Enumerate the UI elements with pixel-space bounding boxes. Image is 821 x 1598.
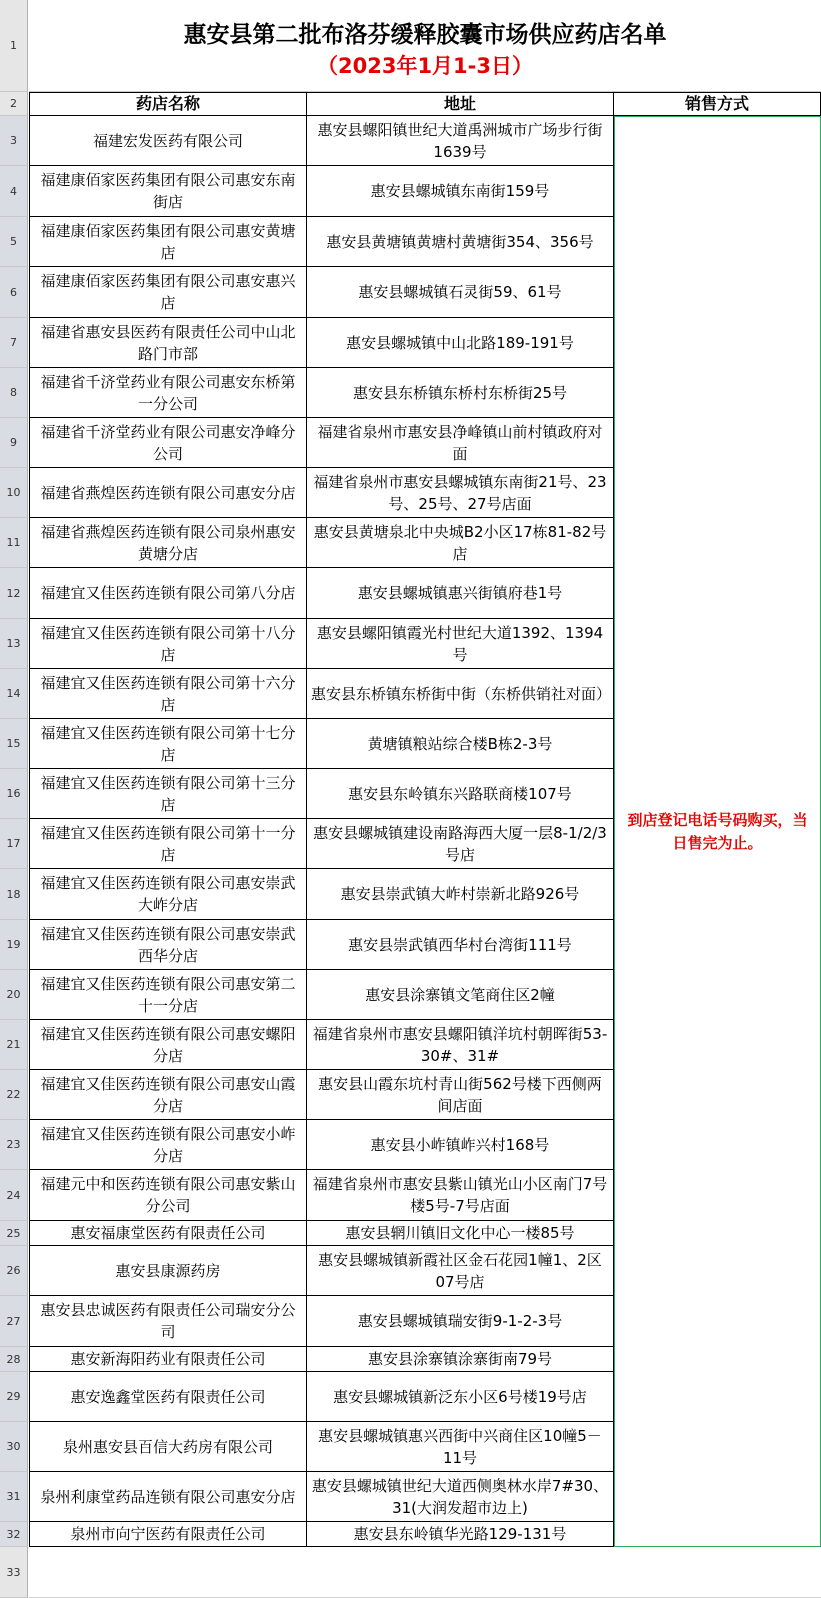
store-address-cell[interactable]: 惠安县崇武镇大岞村崇新北路926号 <box>307 869 614 920</box>
store-name-cell[interactable]: 福建宜又佳医药连锁有限公司惠安崇武西华分店 <box>29 920 307 970</box>
row-number[interactable]: 14 <box>0 669 28 719</box>
store-address-cell[interactable]: 惠安县东岭镇东兴路联商楼107号 <box>307 769 614 819</box>
row-number[interactable]: 5 <box>0 217 28 267</box>
store-name-cell[interactable]: 福建省燕煌医药连锁有限公司惠安分店 <box>29 468 307 518</box>
row-number[interactable]: 21 <box>0 1020 28 1070</box>
sales-method-merged-cell[interactable]: 到店登记电话号码购买，当日售完为止。 <box>614 116 821 1547</box>
store-address-cell[interactable]: 惠安县涂寨镇文笔商住区2幢 <box>307 970 614 1020</box>
title-cell[interactable] <box>29 0 821 92</box>
row-number[interactable]: 28 <box>0 1347 28 1372</box>
page-title: 惠安县第二批布洛芬缓释胶囊市场供应药店名单 <box>183 22 667 48</box>
store-address-cell[interactable]: 惠安县小岞镇岞兴村168号 <box>307 1120 614 1170</box>
store-address-cell[interactable]: 惠安县崇武镇西华村台湾街111号 <box>307 920 614 970</box>
store-name-cell[interactable]: 泉州惠安县百信大药房有限公司 <box>29 1422 307 1472</box>
store-name-cell[interactable]: 福建宜又佳医药连锁有限公司第十三分店 <box>29 769 307 819</box>
row-number[interactable]: 1 <box>0 0 28 92</box>
store-name-cell[interactable]: 福建宜又佳医药连锁有限公司惠安山霞分店 <box>29 1070 307 1120</box>
store-address-cell[interactable]: 惠安县东岭镇华光路129-131号 <box>307 1522 614 1547</box>
store-address-cell[interactable]: 惠安县涂寨镇涂寨街南79号 <box>307 1347 614 1372</box>
store-address-cell[interactable]: 惠安县螺城镇建设南路海西大厦一层8-1/2/3号店 <box>307 819 614 869</box>
store-name-cell[interactable]: 福建宜又佳医药连锁有限公司第十一分店 <box>29 819 307 869</box>
store-address-cell[interactable]: 福建省泉州市惠安县螺阳镇洋坑村朝晖街53-30#、31# <box>307 1020 614 1070</box>
row-number[interactable]: 11 <box>0 518 28 568</box>
store-name-cell[interactable]: 福建宜又佳医药连锁有限公司第十八分店 <box>29 619 307 669</box>
store-address-cell[interactable]: 惠安县螺城镇东南街159号 <box>307 166 614 217</box>
store-name-cell[interactable]: 福建宜又佳医药连锁有限公司惠安崇武大岞分店 <box>29 869 307 920</box>
store-address-cell[interactable]: 福建省泉州市惠安县紫山镇光山小区南门7号楼5号-7号店面 <box>307 1170 614 1221</box>
store-name-cell[interactable]: 福建宜又佳医药连锁有限公司惠安螺阳分店 <box>29 1020 307 1070</box>
row-number[interactable]: 8 <box>0 368 28 418</box>
store-name-cell[interactable]: 福建省千济堂药业有限公司惠安东桥第一分公司 <box>29 368 307 418</box>
row-number[interactable]: 20 <box>0 970 28 1020</box>
row-number[interactable]: 27 <box>0 1296 28 1347</box>
store-address-cell[interactable]: 福建省泉州市惠安县净峰镇山前村镇政府对面 <box>307 418 614 468</box>
store-address-cell[interactable]: 惠安县螺城镇瑞安街9-1-2-3号 <box>307 1296 614 1347</box>
row-number[interactable]: 6 <box>0 267 28 318</box>
store-address-cell[interactable]: 惠安县螺城镇惠兴街镇府巷1号 <box>307 568 614 619</box>
row-number[interactable]: 7 <box>0 318 28 368</box>
row-number[interactable]: 29 <box>0 1372 28 1422</box>
row-number[interactable]: 33 <box>0 1547 28 1598</box>
store-address-cell[interactable]: 惠安县东桥镇东桥街中街（东桥供销社对面） <box>307 669 614 719</box>
store-name-cell[interactable]: 惠安新海阳药业有限责任公司 <box>29 1347 307 1372</box>
row-number[interactable]: 25 <box>0 1221 28 1246</box>
store-address-cell[interactable]: 惠安县螺阳镇霞光村世纪大道1392、1394号 <box>307 619 614 669</box>
store-name-cell[interactable]: 福建省千济堂药业有限公司惠安净峰分公司 <box>29 418 307 468</box>
row-number[interactable]: 2 <box>0 92 28 116</box>
header-store-name[interactable]: 药店名称 <box>29 92 307 116</box>
store-address-cell[interactable]: 惠安县螺阳镇世纪大道禹洲城市广场步行街1639号 <box>307 116 614 166</box>
store-name-cell[interactable]: 福建宜又佳医药连锁有限公司惠安第二十一分店 <box>29 970 307 1020</box>
store-name-cell[interactable]: 惠安县康源药房 <box>29 1246 307 1296</box>
store-address-cell[interactable]: 惠安县黄塘镇黄塘村黄塘街354、356号 <box>307 217 614 267</box>
store-name-cell[interactable]: 福建宜又佳医药连锁有限公司第十七分店 <box>29 719 307 769</box>
store-name-cell[interactable]: 惠安逸鑫堂医药有限责任公司 <box>29 1372 307 1422</box>
row-number[interactable]: 26 <box>0 1246 28 1296</box>
store-address-cell[interactable]: 惠安县螺城镇惠兴西街中兴商住区10幢5－11号 <box>307 1422 614 1472</box>
row-number[interactable]: 17 <box>0 819 28 869</box>
store-name-cell[interactable]: 福建康佰家医药集团有限公司惠安东南街店 <box>29 166 307 217</box>
date-range: （2023年1月1-3日） <box>317 54 533 78</box>
store-address-cell[interactable]: 惠安县山霞东坑村青山街562号楼下西侧两间店面 <box>307 1070 614 1120</box>
store-address-cell[interactable]: 惠安县螺城镇中山北路189-191号 <box>307 318 614 368</box>
store-address-cell[interactable]: 惠安县螺城镇新泛东小区6号楼19号店 <box>307 1372 614 1422</box>
store-address-cell[interactable]: 惠安县螺城镇新霞社区金石花园1幢1、2区07号店 <box>307 1246 614 1296</box>
row-number[interactable]: 32 <box>0 1522 28 1547</box>
store-name-cell[interactable]: 惠安福康堂医药有限责任公司 <box>29 1221 307 1246</box>
store-name-cell[interactable]: 惠安县忠诚医药有限责任公司瑞安分公司 <box>29 1296 307 1347</box>
store-name-cell[interactable]: 福建宜又佳医药连锁有限公司惠安小岞分店 <box>29 1120 307 1170</box>
store-name-cell[interactable]: 泉州利康堂药品连锁有限公司惠安分店 <box>29 1472 307 1522</box>
store-name-cell[interactable]: 泉州市向宁医药有限责任公司 <box>29 1522 307 1547</box>
row-number[interactable]: 24 <box>0 1170 28 1221</box>
header-sales-method[interactable]: 销售方式 <box>614 92 821 116</box>
header-address[interactable]: 地址 <box>307 92 614 116</box>
row-number[interactable]: 10 <box>0 468 28 518</box>
store-name-cell[interactable]: 福建省惠安县医药有限责任公司中山北路门市部 <box>29 318 307 368</box>
row-number[interactable]: 4 <box>0 166 28 217</box>
store-name-cell[interactable]: 福建省燕煌医药连锁有限公司泉州惠安黄塘分店 <box>29 518 307 568</box>
row-number[interactable]: 18 <box>0 869 28 920</box>
store-name-cell[interactable]: 福建宜又佳医药连锁有限公司第十六分店 <box>29 669 307 719</box>
row-number[interactable]: 13 <box>0 619 28 669</box>
row-number[interactable]: 23 <box>0 1120 28 1170</box>
row-number[interactable]: 22 <box>0 1070 28 1120</box>
row-number[interactable]: 30 <box>0 1422 28 1472</box>
row-number[interactable]: 31 <box>0 1472 28 1522</box>
store-address-cell[interactable]: 惠安县螺城镇石灵街59、61号 <box>307 267 614 318</box>
store-name-cell[interactable]: 福建元中和医药连锁有限公司惠安紫山分公司 <box>29 1170 307 1221</box>
store-address-cell[interactable]: 惠安县辋川镇旧文化中心一楼85号 <box>307 1221 614 1246</box>
store-name-cell[interactable]: 福建宏发医药有限公司 <box>29 116 307 166</box>
row-number[interactable]: 12 <box>0 568 28 619</box>
row-number[interactable]: 3 <box>0 116 28 166</box>
store-name-cell[interactable]: 福建宜又佳医药连锁有限公司第八分店 <box>29 568 307 619</box>
store-address-cell[interactable]: 惠安县螺城镇世纪大道西侧奥林水岸7#30、31(大润发超市边上) <box>307 1472 614 1522</box>
store-address-cell[interactable]: 黄塘镇粮站综合楼B栋2-3号 <box>307 719 614 769</box>
row-number[interactable]: 19 <box>0 920 28 970</box>
row-number[interactable]: 16 <box>0 769 28 819</box>
store-address-cell[interactable]: 惠安县东桥镇东桥村东桥街25号 <box>307 368 614 418</box>
store-name-cell[interactable]: 福建康佰家医药集团有限公司惠安惠兴店 <box>29 267 307 318</box>
store-address-cell[interactable]: 福建省泉州市惠安县螺城镇东南街21号、23号、25号、27号店面 <box>307 468 614 518</box>
store-name-cell[interactable]: 福建康佰家医药集团有限公司惠安黄塘店 <box>29 217 307 267</box>
store-address-cell[interactable]: 惠安县黄塘泉北中央城B2小区17栋81-82号店 <box>307 518 614 568</box>
row-number[interactable]: 15 <box>0 719 28 769</box>
row-number[interactable]: 9 <box>0 418 28 468</box>
